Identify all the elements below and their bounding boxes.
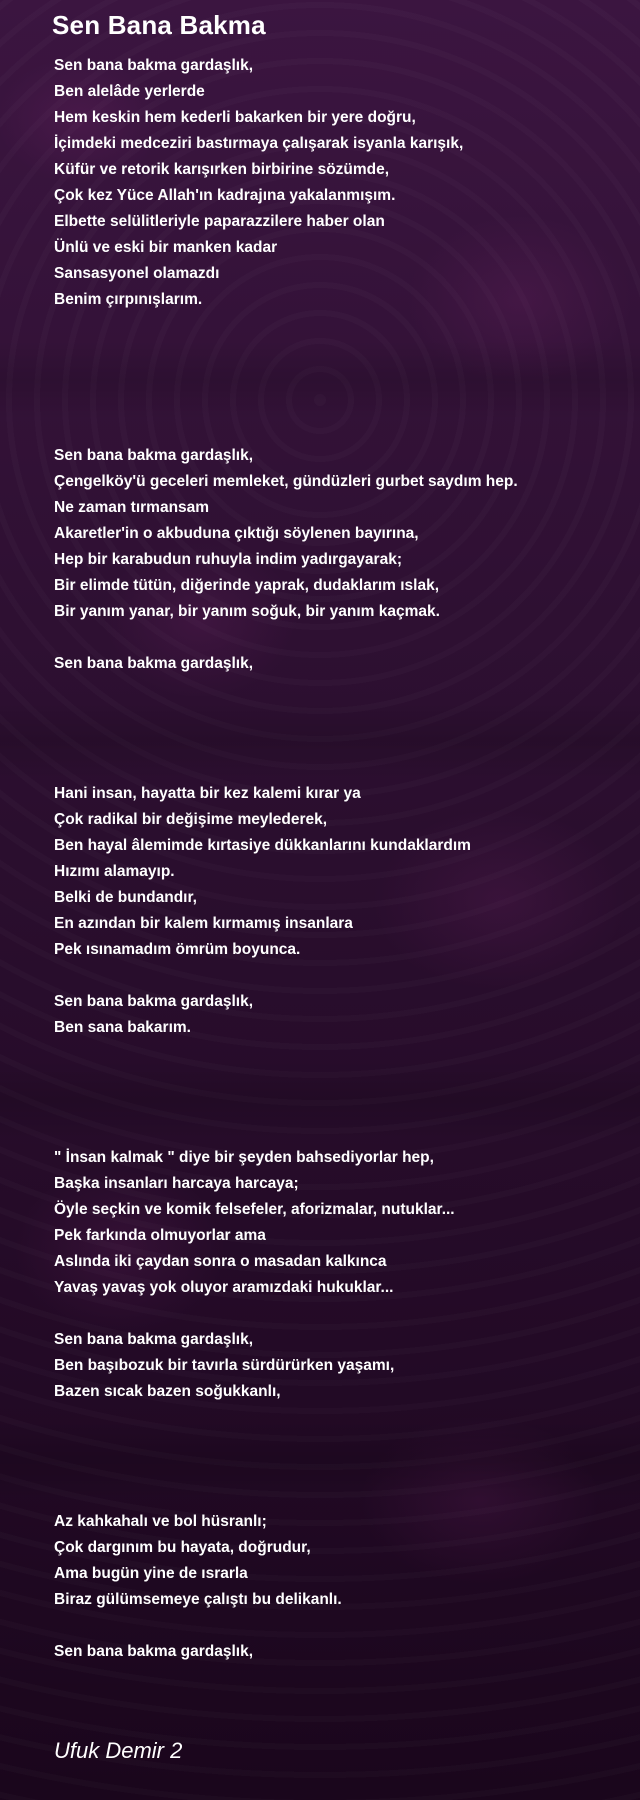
poem-line: Ben sana bakarım. (54, 1019, 191, 1036)
poem-line: Hep bir karabudun ruhuyla indim yadırgayarak; (54, 551, 402, 568)
stanza-gap (54, 313, 624, 339)
stanza-gap (54, 625, 624, 651)
poem-author: Ufuk Demir 2 (54, 1738, 183, 1763)
stanza-gap (54, 677, 624, 703)
stanza-gap (54, 391, 624, 417)
poem-line: Hem keskin hem kederli bakarken bir yere doğru, (54, 109, 416, 126)
poem-line: Sen bana bakma gardaşlık, (54, 447, 254, 464)
poem-line: Öyle seçkin ve komik felsefeler, aforizmalar, nutuklar... (54, 1201, 455, 1218)
poem-line: En azından bir kalem kırmamış insanlara (54, 915, 353, 932)
poem-line: Ben hayal âlemimde kırtasiye dükkanlarını kundaklardım (54, 837, 471, 854)
poem-line: Sen bana bakma gardaşlık, (54, 993, 254, 1010)
stanza-gap (54, 1041, 624, 1067)
poem-line: Benim çırpınışlarım. (54, 291, 203, 308)
stanza-gap (54, 1093, 624, 1119)
poem-body (54, 53, 624, 1665)
poem-line: Bir yanım yanar, bir yanım soğuk, bir yanım kaçmak. (54, 603, 440, 620)
poem-line: Bazen sıcak bazen soğukkanlı, (54, 1383, 281, 1400)
poem-line: Sen bana bakma gardaşlık, (54, 1331, 254, 1348)
stanza-gap (54, 1431, 624, 1457)
poem-line: Başka insanları harcaya harcaya; (54, 1175, 299, 1192)
poem-line: Küfür ve retorik karışırken birbirine sözümde, (54, 161, 390, 178)
stanza-gap (54, 1457, 624, 1483)
poem-line: Ben alelâde yerlerde (54, 83, 205, 100)
poem-line: Ama bugün yine de ısrarla (54, 1565, 248, 1582)
poem-line: Hani insan, hayatta bir kez kalemi kırar ya (54, 785, 361, 802)
stanza-gap (54, 1483, 624, 1509)
poem-title: Sen Bana Bakma (52, 10, 266, 40)
poem-line: Çok radikal bir değişime meylederek, (54, 811, 328, 828)
poem-line: Az kahkahalı ve bol hüsranlı; (54, 1513, 267, 1530)
poem-line: Ne zaman tırmansam (54, 499, 210, 516)
poem-line: " İnsan kalmak " diye bir şeyden bahsediyorlar hep, (54, 1149, 434, 1166)
poem-line: Elbette selülitleriyle paparazzilere haber olan (54, 213, 385, 230)
stanza-gap (54, 1405, 624, 1431)
stanza-gap (54, 417, 624, 443)
poem-line: Yavaş yavaş yok oluyor aramızdaki hukuklar... (54, 1279, 394, 1296)
stanza-gap (54, 1301, 624, 1327)
poem-line: Biraz gülümsemeye çalıştı bu delikanlı. (54, 1591, 342, 1608)
stanza-gap (54, 703, 624, 729)
stanza-gap (54, 1067, 624, 1093)
poem-line: Sansasyonel olamazdı (54, 265, 220, 282)
poem-line: İçimdeki medceziri bastırmaya çalışarak isyanla karışık, (54, 135, 464, 152)
poem-line: Sen bana bakma gardaşlık, (54, 655, 254, 672)
poem-line: Sen bana bakma gardaşlık, (54, 57, 254, 74)
poem-line: Akaretler'in o akbuduna çıktığı söylenen bayırına, (54, 525, 419, 542)
stanza-gap (54, 963, 624, 989)
stanza-gap (54, 339, 624, 365)
poem-line: Belki de bundandır, (54, 889, 197, 906)
poem-line: Pek farkında olmuyorlar ama (54, 1227, 266, 1244)
poem-line: Çok kez Yüce Allah'ın kadrajına yakalanmışım. (54, 187, 396, 204)
stanza-gap (54, 1119, 624, 1145)
poem-line: Hızımı alamayıp. (54, 863, 175, 880)
poem-line: Ben başıbozuk bir tavırla sürdürürken yaşamı, (54, 1357, 395, 1374)
poem-line: Çengelköy'ü geceleri memleket, gündüzleri gurbet saydım hep. (54, 473, 518, 490)
poem-line: Pek ısınamadım ömrüm boyunca. (54, 941, 301, 958)
poem-line: Aslında iki çaydan sonra o masadan kalkınca (54, 1253, 387, 1270)
poem-line: Sen bana bakma gardaşlık, (54, 1643, 254, 1660)
poem-line: Bir elimde tütün, diğerinde yaprak, dudaklarım ıslak, (54, 577, 440, 594)
stanza-gap (54, 1613, 624, 1639)
stanza-gap (54, 729, 624, 755)
stanza-gap (54, 365, 624, 391)
poem-line: Ünlü ve eski bir manken kadar (54, 239, 278, 256)
poem-line: Çok dargınım bu hayata, doğrudur, (54, 1539, 311, 1556)
stanza-gap (54, 755, 624, 781)
